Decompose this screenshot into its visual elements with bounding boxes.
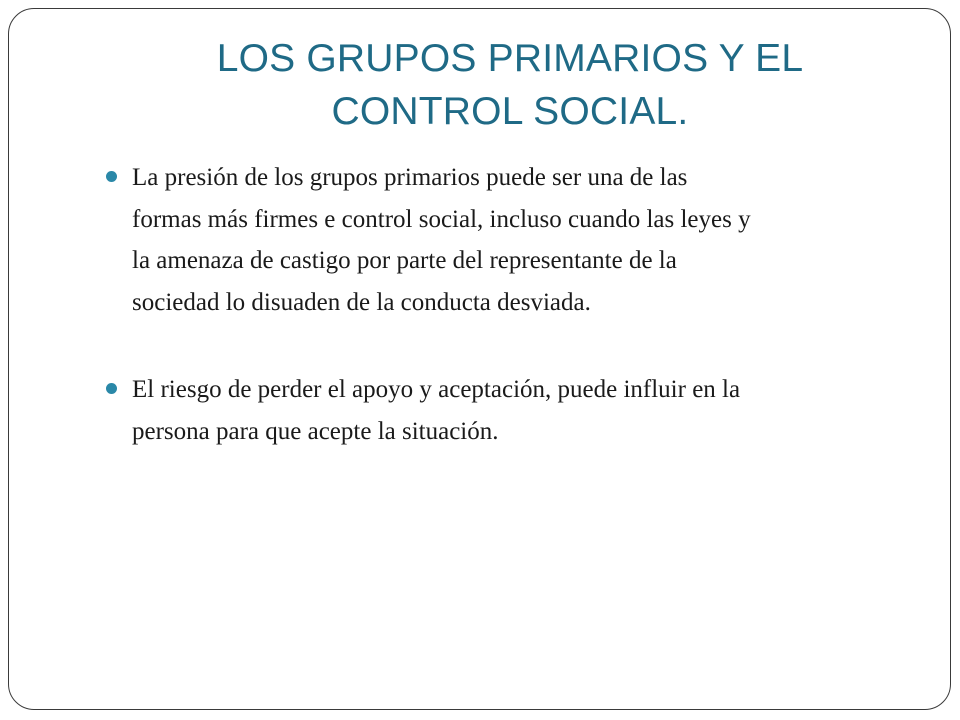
bullet-text-line: El riesgo de perder el apoyo y aceptación, puede influir en la — [132, 376, 741, 403]
slide-title — [140, 32, 880, 138]
slide-title-line: LOS GRUPOS PRIMARIOS Y EL — [216, 37, 804, 80]
bullet-text-line: La presión de los grupos primarios puede ser una de las — [132, 164, 688, 191]
bullet-list — [100, 157, 920, 498]
bullet-text-line: formas más firmes e control social, incluso cuando las leyes y — [132, 205, 751, 233]
bullet-text-line: la amenaza de castigo por parte del representante de la — [132, 247, 677, 274]
bullet-text-line: persona para que acepte la situación. — [132, 417, 499, 445]
bullet-marker-icon — [106, 171, 117, 182]
bullet-text-line: sociedad lo disuaden de la conducta desviada. — [132, 288, 591, 316]
bullet-marker-icon — [106, 383, 117, 394]
bullet-item — [100, 157, 920, 323]
bullet-item — [100, 369, 920, 452]
slide-title-line: CONTROL SOCIAL. — [331, 90, 689, 133]
